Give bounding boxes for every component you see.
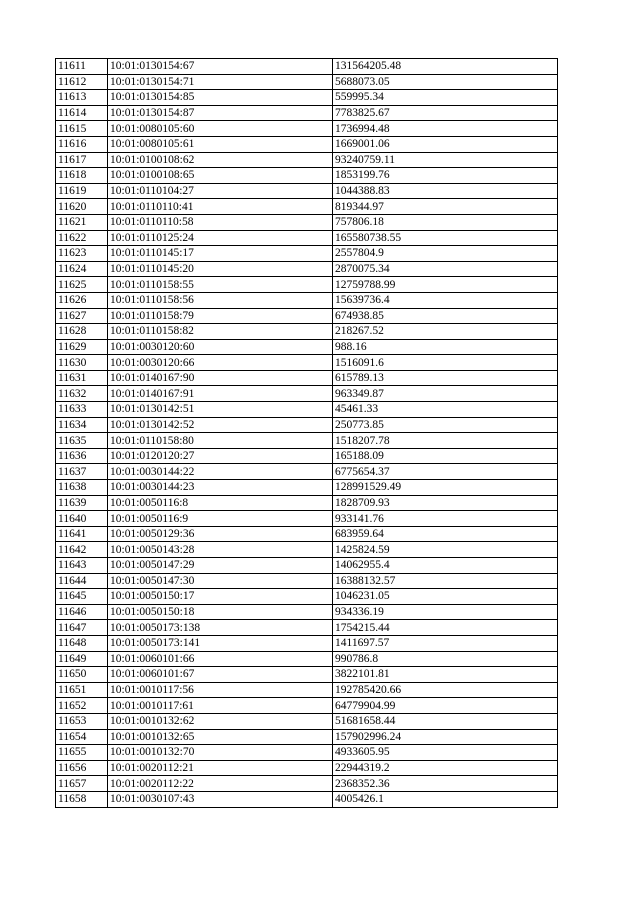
table-row bbox=[56, 292, 558, 308]
table-row bbox=[56, 277, 558, 293]
table-row bbox=[56, 620, 558, 636]
cadastral-number-cell: 10:01:0080105:61 bbox=[108, 136, 333, 152]
value-cell: 1516091.6 bbox=[333, 355, 558, 371]
value-cell: 674938.85 bbox=[333, 308, 558, 324]
row-number-cell: 11653 bbox=[56, 713, 108, 729]
table-row bbox=[56, 573, 558, 589]
table-row bbox=[56, 308, 558, 324]
row-number-cell: 11655 bbox=[56, 745, 108, 761]
row-number-cell: 11649 bbox=[56, 651, 108, 667]
cadastral-number-cell: 10:01:0050116:9 bbox=[108, 511, 333, 527]
row-number-cell: 11629 bbox=[56, 339, 108, 355]
table-row bbox=[56, 760, 558, 776]
value-cell: 165188.09 bbox=[333, 448, 558, 464]
cadastral-number-cell: 10:01:0130154:87 bbox=[108, 105, 333, 121]
row-number-cell: 11658 bbox=[56, 791, 108, 807]
value-cell: 16388132.57 bbox=[333, 573, 558, 589]
row-number-cell: 11633 bbox=[56, 402, 108, 418]
row-number-cell: 11623 bbox=[56, 246, 108, 262]
cadastral-number-cell: 10:01:0010132:65 bbox=[108, 729, 333, 745]
value-cell: 12759788.99 bbox=[333, 277, 558, 293]
table-row bbox=[56, 448, 558, 464]
cadastral-number-cell: 10:01:0100108:62 bbox=[108, 152, 333, 168]
cadastral-number-cell: 10:01:0140167:91 bbox=[108, 386, 333, 402]
row-number-cell: 11639 bbox=[56, 495, 108, 511]
row-number-cell: 11626 bbox=[56, 292, 108, 308]
cadastral-number-cell: 10:01:0110110:58 bbox=[108, 214, 333, 230]
cadastral-number-cell: 10:01:0050116:8 bbox=[108, 495, 333, 511]
row-number-cell: 11628 bbox=[56, 324, 108, 340]
table-row bbox=[56, 526, 558, 542]
cadastral-number-cell: 10:01:0110125:24 bbox=[108, 230, 333, 246]
value-cell: 157902996.24 bbox=[333, 729, 558, 745]
value-cell: 559995.34 bbox=[333, 90, 558, 106]
value-cell: 4933605.95 bbox=[333, 745, 558, 761]
value-cell: 250773.85 bbox=[333, 417, 558, 433]
cadastral-number-cell: 10:01:0130154:71 bbox=[108, 74, 333, 90]
row-number-cell: 11616 bbox=[56, 136, 108, 152]
table-row bbox=[56, 324, 558, 340]
value-cell: 1736994.48 bbox=[333, 121, 558, 137]
row-number-cell: 11622 bbox=[56, 230, 108, 246]
cadastral-number-cell: 10:01:0130142:52 bbox=[108, 417, 333, 433]
value-cell: 933141.76 bbox=[333, 511, 558, 527]
table-row bbox=[56, 776, 558, 792]
value-cell: 93240759.11 bbox=[333, 152, 558, 168]
cadastral-number-cell: 10:01:0060101:66 bbox=[108, 651, 333, 667]
value-cell: 51681658.44 bbox=[333, 713, 558, 729]
table-row bbox=[56, 495, 558, 511]
row-number-cell: 11613 bbox=[56, 90, 108, 106]
table-row bbox=[56, 402, 558, 418]
table-row bbox=[56, 604, 558, 620]
row-number-cell: 11631 bbox=[56, 370, 108, 386]
cadastral-number-cell: 10:01:0030144:23 bbox=[108, 480, 333, 496]
value-cell: 988.16 bbox=[333, 339, 558, 355]
cadastral-number-cell: 10:01:0130142:51 bbox=[108, 402, 333, 418]
cadastral-number-cell: 10:01:0050143:28 bbox=[108, 542, 333, 558]
cadastral-number-cell: 10:01:0030107:43 bbox=[108, 791, 333, 807]
value-cell: 963349.87 bbox=[333, 386, 558, 402]
cadastral-number-cell: 10:01:0110110:41 bbox=[108, 199, 333, 215]
value-cell: 218267.52 bbox=[333, 324, 558, 340]
value-cell: 2557804.9 bbox=[333, 246, 558, 262]
cadastral-number-cell: 10:01:0050150:17 bbox=[108, 589, 333, 605]
table-row bbox=[56, 168, 558, 184]
table-row bbox=[56, 682, 558, 698]
value-cell: 131564205.48 bbox=[333, 59, 558, 75]
data-table bbox=[55, 58, 558, 808]
table-row bbox=[56, 230, 558, 246]
cadastral-number-cell: 10:01:0060101:67 bbox=[108, 667, 333, 683]
cadastral-number-cell: 10:01:0140167:90 bbox=[108, 370, 333, 386]
row-number-cell: 11615 bbox=[56, 121, 108, 137]
cadastral-number-cell: 10:01:0110158:82 bbox=[108, 324, 333, 340]
value-cell: 192785420.66 bbox=[333, 682, 558, 698]
table-row bbox=[56, 667, 558, 683]
table-row bbox=[56, 511, 558, 527]
cadastral-number-cell: 10:01:0010132:62 bbox=[108, 713, 333, 729]
table-row bbox=[56, 246, 558, 262]
value-cell: 990786.8 bbox=[333, 651, 558, 667]
table-row bbox=[56, 698, 558, 714]
cadastral-number-cell: 10:01:0110145:17 bbox=[108, 246, 333, 262]
cadastral-number-cell: 10:01:0080105:60 bbox=[108, 121, 333, 137]
row-number-cell: 11656 bbox=[56, 760, 108, 776]
value-cell: 22944319.2 bbox=[333, 760, 558, 776]
row-number-cell: 11638 bbox=[56, 480, 108, 496]
cadastral-number-cell: 10:01:0110145:20 bbox=[108, 261, 333, 277]
table-row bbox=[56, 713, 558, 729]
row-number-cell: 11651 bbox=[56, 682, 108, 698]
value-cell: 128991529.49 bbox=[333, 480, 558, 496]
value-cell: 64779904.99 bbox=[333, 698, 558, 714]
value-cell: 683959.64 bbox=[333, 526, 558, 542]
cadastral-number-cell: 10:01:0130154:85 bbox=[108, 90, 333, 106]
row-number-cell: 11620 bbox=[56, 199, 108, 215]
value-cell: 165580738.55 bbox=[333, 230, 558, 246]
value-cell: 1754215.44 bbox=[333, 620, 558, 636]
table-row bbox=[56, 74, 558, 90]
row-number-cell: 11618 bbox=[56, 168, 108, 184]
cadastral-number-cell: 10:01:0130154:67 bbox=[108, 59, 333, 75]
table-row bbox=[56, 651, 558, 667]
row-number-cell: 11657 bbox=[56, 776, 108, 792]
value-cell: 1411697.57 bbox=[333, 635, 558, 651]
row-number-cell: 11624 bbox=[56, 261, 108, 277]
table-row bbox=[56, 152, 558, 168]
value-cell: 1046231.05 bbox=[333, 589, 558, 605]
row-number-cell: 11611 bbox=[56, 59, 108, 75]
table-row bbox=[56, 105, 558, 121]
row-number-cell: 11647 bbox=[56, 620, 108, 636]
cadastral-number-cell: 10:01:0120120:27 bbox=[108, 448, 333, 464]
value-cell: 615789.13 bbox=[333, 370, 558, 386]
cadastral-number-cell: 10:01:0010117:61 bbox=[108, 698, 333, 714]
row-number-cell: 11642 bbox=[56, 542, 108, 558]
value-cell: 1853199.76 bbox=[333, 168, 558, 184]
value-cell: 1044388.83 bbox=[333, 183, 558, 199]
row-number-cell: 11641 bbox=[56, 526, 108, 542]
row-number-cell: 11621 bbox=[56, 214, 108, 230]
value-cell: 3822101.81 bbox=[333, 667, 558, 683]
row-number-cell: 11636 bbox=[56, 448, 108, 464]
value-cell: 7783825.67 bbox=[333, 105, 558, 121]
row-number-cell: 11654 bbox=[56, 729, 108, 745]
cadastral-number-cell: 10:01:0050173:141 bbox=[108, 635, 333, 651]
value-cell: 1518207.78 bbox=[333, 433, 558, 449]
row-number-cell: 11637 bbox=[56, 464, 108, 480]
value-cell: 2870075.34 bbox=[333, 261, 558, 277]
row-number-cell: 11644 bbox=[56, 573, 108, 589]
table-row bbox=[56, 542, 558, 558]
table-row bbox=[56, 589, 558, 605]
row-number-cell: 11632 bbox=[56, 386, 108, 402]
row-number-cell: 11643 bbox=[56, 558, 108, 574]
table-row bbox=[56, 214, 558, 230]
table-row bbox=[56, 635, 558, 651]
row-number-cell: 11650 bbox=[56, 667, 108, 683]
cadastral-number-cell: 10:01:0050150:18 bbox=[108, 604, 333, 620]
table-row bbox=[56, 370, 558, 386]
row-number-cell: 11645 bbox=[56, 589, 108, 605]
table-row bbox=[56, 355, 558, 371]
value-cell: 934336.19 bbox=[333, 604, 558, 620]
value-cell: 2368352.36 bbox=[333, 776, 558, 792]
table-row bbox=[56, 136, 558, 152]
cadastral-number-cell: 10:01:0030120:60 bbox=[108, 339, 333, 355]
cadastral-number-cell: 10:01:0050147:29 bbox=[108, 558, 333, 574]
cadastral-number-cell: 10:01:0010132:70 bbox=[108, 745, 333, 761]
cadastral-number-cell: 10:01:0030144:22 bbox=[108, 464, 333, 480]
table-row bbox=[56, 59, 558, 75]
cadastral-number-cell: 10:01:0050129:36 bbox=[108, 526, 333, 542]
table-row bbox=[56, 386, 558, 402]
value-cell: 15639736.4 bbox=[333, 292, 558, 308]
row-number-cell: 11648 bbox=[56, 635, 108, 651]
cadastral-number-cell: 10:01:0110158:56 bbox=[108, 292, 333, 308]
table-row bbox=[56, 261, 558, 277]
cadastral-number-cell: 10:01:0050147:30 bbox=[108, 573, 333, 589]
cadastral-number-cell: 10:01:0010117:56 bbox=[108, 682, 333, 698]
value-cell: 757806.18 bbox=[333, 214, 558, 230]
table-row bbox=[56, 417, 558, 433]
value-cell: 1828709.93 bbox=[333, 495, 558, 511]
cadastral-number-cell: 10:01:0100108:65 bbox=[108, 168, 333, 184]
table-row bbox=[56, 791, 558, 807]
table-row bbox=[56, 729, 558, 745]
table-row bbox=[56, 339, 558, 355]
value-cell: 14062955.4 bbox=[333, 558, 558, 574]
row-number-cell: 11617 bbox=[56, 152, 108, 168]
cadastral-number-cell: 10:01:0050173:138 bbox=[108, 620, 333, 636]
row-number-cell: 11634 bbox=[56, 417, 108, 433]
row-number-cell: 11619 bbox=[56, 183, 108, 199]
row-number-cell: 11625 bbox=[56, 277, 108, 293]
row-number-cell: 11614 bbox=[56, 105, 108, 121]
cadastral-number-cell: 10:01:0110104:27 bbox=[108, 183, 333, 199]
row-number-cell: 11652 bbox=[56, 698, 108, 714]
cadastral-number-cell: 10:01:0030120:66 bbox=[108, 355, 333, 371]
cadastral-number-cell: 10:01:0020112:22 bbox=[108, 776, 333, 792]
table-row bbox=[56, 558, 558, 574]
row-number-cell: 11635 bbox=[56, 433, 108, 449]
value-cell: 45461.33 bbox=[333, 402, 558, 418]
table-row bbox=[56, 433, 558, 449]
value-cell: 5688073.05 bbox=[333, 74, 558, 90]
row-number-cell: 11646 bbox=[56, 604, 108, 620]
row-number-cell: 11612 bbox=[56, 74, 108, 90]
cadastral-number-cell: 10:01:0110158:55 bbox=[108, 277, 333, 293]
row-number-cell: 11630 bbox=[56, 355, 108, 371]
table-row bbox=[56, 464, 558, 480]
row-number-cell: 11640 bbox=[56, 511, 108, 527]
value-cell: 1669001.06 bbox=[333, 136, 558, 152]
table-row bbox=[56, 480, 558, 496]
table-row bbox=[56, 183, 558, 199]
cadastral-number-cell: 10:01:0110158:79 bbox=[108, 308, 333, 324]
value-cell: 6775654.37 bbox=[333, 464, 558, 480]
cadastral-number-cell: 10:01:0110158:80 bbox=[108, 433, 333, 449]
table-row bbox=[56, 90, 558, 106]
row-number-cell: 11627 bbox=[56, 308, 108, 324]
value-cell: 4005426.1 bbox=[333, 791, 558, 807]
table-row bbox=[56, 745, 558, 761]
table-row bbox=[56, 199, 558, 215]
value-cell: 1425824.59 bbox=[333, 542, 558, 558]
value-cell: 819344.97 bbox=[333, 199, 558, 215]
table-row bbox=[56, 121, 558, 137]
table-body bbox=[56, 59, 558, 808]
cadastral-number-cell: 10:01:0020112:21 bbox=[108, 760, 333, 776]
